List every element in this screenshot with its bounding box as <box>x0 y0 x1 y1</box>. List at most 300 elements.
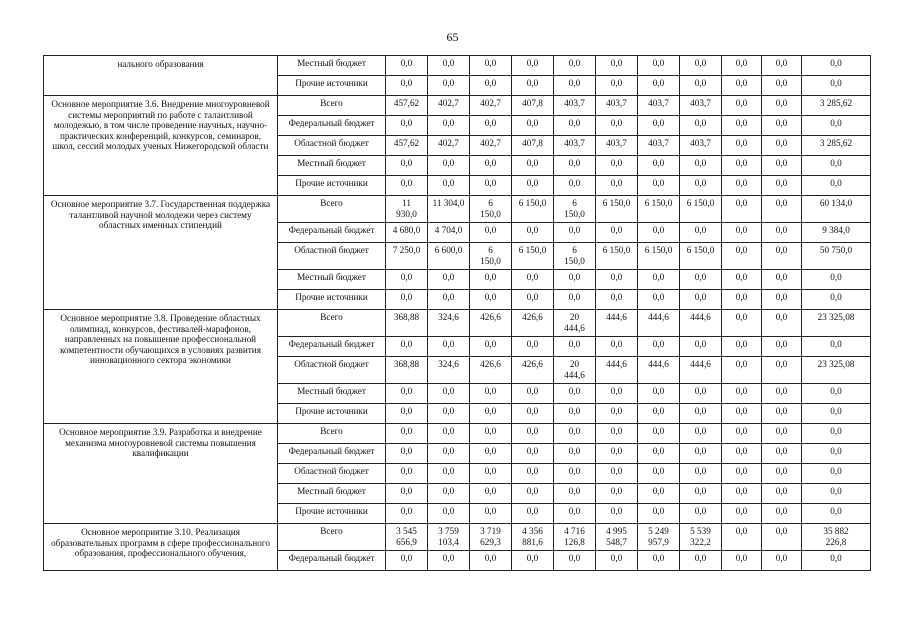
budget-table <box>43 55 871 571</box>
funding-source: Прочие источники <box>278 290 386 310</box>
amount-cell: 0,0 <box>762 310 802 337</box>
amount-cell: 0,0 <box>596 223 638 243</box>
amount-cell: 0,0 <box>722 76 762 96</box>
amount-cell: 0,0 <box>428 404 470 424</box>
amount-cell: 403,7 <box>554 96 596 116</box>
amount-cell: 0,0 <box>470 223 512 243</box>
amount-cell: 0,0 <box>512 424 554 444</box>
amount-cell: 0,0 <box>554 337 596 357</box>
amount-cell: 0,0 <box>680 444 722 464</box>
amount-cell: 0,0 <box>512 504 554 524</box>
amount-cell: 0,0 <box>802 116 871 136</box>
amount-cell: 5 249 957,9 <box>638 524 680 551</box>
amount-cell: 0,0 <box>470 484 512 504</box>
amount-cell: 0,0 <box>470 384 512 404</box>
amount-cell: 0,0 <box>762 524 802 551</box>
amount-cell: 407,8 <box>512 136 554 156</box>
funding-source: Местный бюджет <box>278 156 386 176</box>
amount-cell: 0,0 <box>428 484 470 504</box>
amount-cell: 0,0 <box>428 551 470 571</box>
amount-cell: 6 150,0 <box>638 196 680 223</box>
amount-cell: 0,0 <box>762 116 802 136</box>
amount-cell: 0,0 <box>722 270 762 290</box>
amount-cell: 0,0 <box>802 337 871 357</box>
amount-cell: 0,0 <box>722 196 762 223</box>
amount-cell: 0,0 <box>554 223 596 243</box>
amount-cell: 0,0 <box>470 444 512 464</box>
amount-cell: 0,0 <box>680 270 722 290</box>
amount-cell: 0,0 <box>554 404 596 424</box>
amount-cell: 444,6 <box>596 310 638 337</box>
amount-cell: 0,0 <box>470 424 512 444</box>
amount-cell: 457,62 <box>386 96 428 116</box>
amount-cell: 402,7 <box>470 96 512 116</box>
amount-cell: 0,0 <box>596 270 638 290</box>
amount-cell: 0,0 <box>512 384 554 404</box>
amount-cell: 0,0 <box>722 337 762 357</box>
funding-source: Федеральный бюджет <box>278 116 386 136</box>
amount-cell: 35 882 226,8 <box>802 524 871 551</box>
amount-cell: 402,7 <box>428 136 470 156</box>
amount-cell: 0,0 <box>680 424 722 444</box>
amount-cell: 0,0 <box>596 116 638 136</box>
amount-cell: 324,6 <box>428 357 470 384</box>
amount-cell: 426,6 <box>512 357 554 384</box>
amount-cell: 0,0 <box>386 176 428 196</box>
amount-cell: 0,0 <box>428 156 470 176</box>
amount-cell: 0,0 <box>596 444 638 464</box>
amount-cell: 0,0 <box>802 484 871 504</box>
table-row <box>44 196 871 223</box>
amount-cell: 0,0 <box>722 404 762 424</box>
amount-cell: 60 134,0 <box>802 196 871 223</box>
amount-cell: 0,0 <box>428 76 470 96</box>
amount-cell: 4 995 548,7 <box>596 524 638 551</box>
funding-source: Прочие источники <box>278 404 386 424</box>
amount-cell: 0,0 <box>512 156 554 176</box>
amount-cell: 0,0 <box>802 424 871 444</box>
amount-cell: 0,0 <box>638 156 680 176</box>
amount-cell: 0,0 <box>680 384 722 404</box>
funding-source: Областной бюджет <box>278 136 386 156</box>
amount-cell: 4 680,0 <box>386 223 428 243</box>
amount-cell: 0,0 <box>554 156 596 176</box>
amount-cell: 0,0 <box>554 290 596 310</box>
amount-cell: 0,0 <box>470 290 512 310</box>
amount-cell: 0,0 <box>386 116 428 136</box>
amount-cell: 0,0 <box>512 484 554 504</box>
amount-cell: 6 150,0 <box>512 196 554 223</box>
amount-cell: 0,0 <box>386 424 428 444</box>
amount-cell: 0,0 <box>762 404 802 424</box>
amount-cell: 0,0 <box>386 484 428 504</box>
amount-cell: 0,0 <box>386 290 428 310</box>
funding-source: Федеральный бюджет <box>278 337 386 357</box>
amount-cell: 0,0 <box>596 337 638 357</box>
amount-cell: 0,0 <box>762 56 802 76</box>
amount-cell: 0,0 <box>470 76 512 96</box>
amount-cell: 0,0 <box>762 551 802 571</box>
amount-cell: 0,0 <box>386 270 428 290</box>
amount-cell: 0,0 <box>722 504 762 524</box>
amount-cell: 0,0 <box>762 176 802 196</box>
amount-cell: 6 150,0 <box>470 196 512 223</box>
table-row <box>44 96 871 116</box>
amount-cell: 0,0 <box>638 404 680 424</box>
amount-cell: 0,0 <box>638 464 680 484</box>
amount-cell: 0,0 <box>596 290 638 310</box>
funding-source: Всего <box>278 424 386 444</box>
funding-source: Областной бюджет <box>278 243 386 270</box>
amount-cell: 444,6 <box>680 357 722 384</box>
amount-cell: 0,0 <box>802 176 871 196</box>
funding-source: Прочие источники <box>278 76 386 96</box>
amount-cell: 0,0 <box>512 290 554 310</box>
amount-cell: 0,0 <box>512 176 554 196</box>
amount-cell: 0,0 <box>722 116 762 136</box>
amount-cell: 0,0 <box>638 444 680 464</box>
amount-cell: 7 250,0 <box>386 243 428 270</box>
amount-cell: 0,0 <box>512 337 554 357</box>
amount-cell: 6 150,0 <box>554 196 596 223</box>
amount-cell: 0,0 <box>428 337 470 357</box>
amount-cell: 457,62 <box>386 136 428 156</box>
amount-cell: 0,0 <box>680 290 722 310</box>
amount-cell: 6 600,0 <box>428 243 470 270</box>
amount-cell: 0,0 <box>638 56 680 76</box>
amount-cell: 0,0 <box>722 176 762 196</box>
funding-source: Областной бюджет <box>278 464 386 484</box>
amount-cell: 3 719 629,3 <box>470 524 512 551</box>
amount-cell: 0,0 <box>512 56 554 76</box>
amount-cell: 0,0 <box>596 464 638 484</box>
amount-cell: 0,0 <box>512 464 554 484</box>
amount-cell: 0,0 <box>802 76 871 96</box>
amount-cell: 0,0 <box>802 290 871 310</box>
table-row <box>44 310 871 337</box>
amount-cell: 0,0 <box>762 196 802 223</box>
amount-cell: 0,0 <box>428 56 470 76</box>
amount-cell: 0,0 <box>554 270 596 290</box>
amount-cell: 0,0 <box>722 96 762 116</box>
funding-source: Всего <box>278 310 386 337</box>
amount-cell: 0,0 <box>470 176 512 196</box>
amount-cell: 0,0 <box>802 464 871 484</box>
funding-source: Всего <box>278 196 386 223</box>
amount-cell: 0,0 <box>470 551 512 571</box>
funding-source: Прочие источники <box>278 176 386 196</box>
amount-cell: 0,0 <box>596 156 638 176</box>
funding-source: Прочие источники <box>278 504 386 524</box>
amount-cell: 0,0 <box>470 156 512 176</box>
amount-cell: 0,0 <box>596 504 638 524</box>
amount-cell: 0,0 <box>470 464 512 484</box>
amount-cell: 20 444,6 <box>554 310 596 337</box>
amount-cell: 0,0 <box>722 290 762 310</box>
amount-cell: 0,0 <box>386 404 428 424</box>
amount-cell: 0,0 <box>680 337 722 357</box>
amount-cell: 0,0 <box>554 176 596 196</box>
amount-cell: 50 750,0 <box>802 243 871 270</box>
table-row <box>44 56 871 76</box>
amount-cell: 426,6 <box>512 310 554 337</box>
amount-cell: 0,0 <box>722 310 762 337</box>
funding-source: Местный бюджет <box>278 484 386 504</box>
amount-cell: 0,0 <box>512 444 554 464</box>
funding-source: Всего <box>278 524 386 551</box>
amount-cell: 0,0 <box>554 76 596 96</box>
amount-cell: 0,0 <box>386 464 428 484</box>
amount-cell: 0,0 <box>428 424 470 444</box>
amount-cell: 0,0 <box>762 243 802 270</box>
amount-cell: 444,6 <box>638 310 680 337</box>
amount-cell: 0,0 <box>470 116 512 136</box>
amount-cell: 23 325,08 <box>802 357 871 384</box>
amount-cell: 0,0 <box>722 243 762 270</box>
amount-cell: 0,0 <box>638 176 680 196</box>
amount-cell: 0,0 <box>722 444 762 464</box>
amount-cell: 9 384,0 <box>802 223 871 243</box>
amount-cell: 6 150,0 <box>596 243 638 270</box>
amount-cell: 0,0 <box>722 357 762 384</box>
amount-cell: 11 930,0 <box>386 196 428 223</box>
amount-cell: 0,0 <box>722 56 762 76</box>
amount-cell: 6 150,0 <box>680 243 722 270</box>
amount-cell: 0,0 <box>554 116 596 136</box>
amount-cell: 0,0 <box>638 551 680 571</box>
amount-cell: 0,0 <box>512 551 554 571</box>
amount-cell: 0,0 <box>596 384 638 404</box>
amount-cell: 6 150,0 <box>470 243 512 270</box>
amount-cell: 0,0 <box>386 337 428 357</box>
amount-cell: 0,0 <box>762 76 802 96</box>
amount-cell: 403,7 <box>638 136 680 156</box>
funding-source: Местный бюджет <box>278 270 386 290</box>
amount-cell: 23 325,08 <box>802 310 871 337</box>
funding-source: Местный бюджет <box>278 56 386 76</box>
amount-cell: 0,0 <box>554 424 596 444</box>
amount-cell: 0,0 <box>722 384 762 404</box>
amount-cell: 426,6 <box>470 310 512 337</box>
amount-cell: 0,0 <box>762 337 802 357</box>
amount-cell: 0,0 <box>512 404 554 424</box>
amount-cell: 0,0 <box>762 290 802 310</box>
amount-cell: 0,0 <box>554 484 596 504</box>
amount-cell: 0,0 <box>386 76 428 96</box>
amount-cell: 0,0 <box>762 270 802 290</box>
amount-cell: 0,0 <box>386 156 428 176</box>
amount-cell: 0,0 <box>802 384 871 404</box>
amount-cell: 6 150,0 <box>512 243 554 270</box>
amount-cell: 0,0 <box>554 504 596 524</box>
amount-cell: 0,0 <box>722 464 762 484</box>
amount-cell: 0,0 <box>428 504 470 524</box>
amount-cell: 426,6 <box>470 357 512 384</box>
amount-cell: 0,0 <box>554 56 596 76</box>
amount-cell: 0,0 <box>762 464 802 484</box>
amount-cell: 0,0 <box>638 290 680 310</box>
amount-cell: 0,0 <box>386 384 428 404</box>
amount-cell: 444,6 <box>638 357 680 384</box>
amount-cell: 0,0 <box>638 424 680 444</box>
amount-cell: 0,0 <box>512 76 554 96</box>
amount-cell: 403,7 <box>680 136 722 156</box>
amount-cell: 4 716 126,8 <box>554 524 596 551</box>
amount-cell: 0,0 <box>762 223 802 243</box>
funding-source: Федеральный бюджет <box>278 223 386 243</box>
amount-cell: 0,0 <box>470 337 512 357</box>
amount-cell: 0,0 <box>638 76 680 96</box>
amount-cell: 0,0 <box>428 176 470 196</box>
amount-cell: 0,0 <box>802 551 871 571</box>
amount-cell: 0,0 <box>638 484 680 504</box>
amount-cell: 6 150,0 <box>680 196 722 223</box>
amount-cell: 0,0 <box>762 424 802 444</box>
amount-cell: 11 304,0 <box>428 196 470 223</box>
amount-cell: 0,0 <box>554 384 596 404</box>
amount-cell: 0,0 <box>762 444 802 464</box>
budget-table-body <box>44 56 871 571</box>
amount-cell: 402,7 <box>470 136 512 156</box>
amount-cell: 403,7 <box>596 136 638 156</box>
amount-cell: 402,7 <box>428 96 470 116</box>
amount-cell: 0,0 <box>680 464 722 484</box>
activity-description: Основное мероприятие 3.8. Проведение областных олимпиад, конкурсов, фестивалей-марафонов, направленных на повышение профессиональной компетентности обучающихся в условиях развития инновационного сектора экономики <box>44 310 278 424</box>
amount-cell: 444,6 <box>680 310 722 337</box>
amount-cell: 0,0 <box>680 551 722 571</box>
amount-cell: 0,0 <box>722 524 762 551</box>
amount-cell: 0,0 <box>722 136 762 156</box>
amount-cell: 0,0 <box>762 96 802 116</box>
amount-cell: 0,0 <box>386 444 428 464</box>
amount-cell: 3 545 656,9 <box>386 524 428 551</box>
amount-cell: 0,0 <box>762 384 802 404</box>
amount-cell: 0,0 <box>512 116 554 136</box>
amount-cell: 0,0 <box>680 56 722 76</box>
amount-cell: 0,0 <box>470 56 512 76</box>
amount-cell: 0,0 <box>802 56 871 76</box>
amount-cell: 0,0 <box>386 551 428 571</box>
amount-cell: 0,0 <box>386 504 428 524</box>
amount-cell: 0,0 <box>554 551 596 571</box>
amount-cell: 0,0 <box>638 337 680 357</box>
amount-cell: 403,7 <box>680 96 722 116</box>
amount-cell: 3 285,62 <box>802 136 871 156</box>
amount-cell: 403,7 <box>596 96 638 116</box>
amount-cell: 0,0 <box>596 76 638 96</box>
amount-cell: 0,0 <box>762 136 802 156</box>
amount-cell: 368,88 <box>386 310 428 337</box>
activity-description: Основное мероприятие 3.6. Внедрение многоуровневой системы мероприятий по работе с талантливой молодежью, в том числе проведение научных, научно-практических конференций, конкурсов, семинаров, школ, сессий молодых ученых Нижегородской области <box>44 96 278 196</box>
amount-cell: 0,0 <box>680 404 722 424</box>
funding-source: Федеральный бюджет <box>278 444 386 464</box>
table-row <box>44 424 871 444</box>
amount-cell: 0,0 <box>638 116 680 136</box>
amount-cell: 0,0 <box>762 156 802 176</box>
funding-source: Всего <box>278 96 386 116</box>
amount-cell: 0,0 <box>762 484 802 504</box>
amount-cell: 407,8 <box>512 96 554 116</box>
activity-description: Основное мероприятие 3.7. Государственная поддержка талантливой научной молодежи через систему областных именных стипендий <box>44 196 278 310</box>
amount-cell: 0,0 <box>512 270 554 290</box>
amount-cell: 0,0 <box>428 290 470 310</box>
amount-cell: 0,0 <box>554 464 596 484</box>
amount-cell: 0,0 <box>428 464 470 484</box>
amount-cell: 0,0 <box>596 484 638 504</box>
amount-cell: 0,0 <box>802 404 871 424</box>
amount-cell: 4 704,0 <box>428 223 470 243</box>
amount-cell: 0,0 <box>680 176 722 196</box>
amount-cell: 0,0 <box>722 551 762 571</box>
amount-cell: 3 285,62 <box>802 96 871 116</box>
activity-description: Основное мероприятие 3.9. Разработка и внедрение механизма многоуровневой системы повышения квалификации <box>44 424 278 524</box>
amount-cell: 0,0 <box>470 270 512 290</box>
amount-cell: 0,0 <box>638 504 680 524</box>
amount-cell: 0,0 <box>470 504 512 524</box>
amount-cell: 0,0 <box>470 404 512 424</box>
amount-cell: 3 759 103,4 <box>428 524 470 551</box>
amount-cell: 0,0 <box>680 116 722 136</box>
amount-cell: 0,0 <box>802 270 871 290</box>
amount-cell: 444,6 <box>596 357 638 384</box>
amount-cell: 0,0 <box>802 444 871 464</box>
activity-description: Основное мероприятие 3.10. Реализация образовательных программ в сфере профессионального образования, профессионального обучения, <box>44 524 278 571</box>
amount-cell: 0,0 <box>722 484 762 504</box>
funding-source: Федеральный бюджет <box>278 551 386 571</box>
amount-cell: 0,0 <box>596 56 638 76</box>
amount-cell: 4 356 881,6 <box>512 524 554 551</box>
funding-source: Областной бюджет <box>278 357 386 384</box>
amount-cell: 0,0 <box>802 504 871 524</box>
amount-cell: 0,0 <box>596 404 638 424</box>
amount-cell: 0,0 <box>386 56 428 76</box>
amount-cell: 0,0 <box>762 504 802 524</box>
amount-cell: 0,0 <box>762 357 802 384</box>
amount-cell: 0,0 <box>680 223 722 243</box>
amount-cell: 0,0 <box>680 504 722 524</box>
page-number: 65 <box>446 30 459 44</box>
amount-cell: 0,0 <box>722 156 762 176</box>
activity-description: нального образования <box>44 56 278 96</box>
amount-cell: 368,88 <box>386 357 428 384</box>
amount-cell: 0,0 <box>722 424 762 444</box>
amount-cell: 0,0 <box>680 76 722 96</box>
amount-cell: 0,0 <box>596 551 638 571</box>
amount-cell: 0,0 <box>428 444 470 464</box>
amount-cell: 0,0 <box>680 156 722 176</box>
amount-cell: 0,0 <box>596 176 638 196</box>
amount-cell: 0,0 <box>596 424 638 444</box>
table-row <box>44 524 871 551</box>
amount-cell: 0,0 <box>680 484 722 504</box>
funding-source: Местный бюджет <box>278 384 386 404</box>
amount-cell: 0,0 <box>638 384 680 404</box>
amount-cell: 324,6 <box>428 310 470 337</box>
amount-cell: 6 150,0 <box>554 243 596 270</box>
amount-cell: 0,0 <box>428 270 470 290</box>
amount-cell: 0,0 <box>802 156 871 176</box>
amount-cell: 0,0 <box>554 444 596 464</box>
amount-cell: 0,0 <box>638 223 680 243</box>
amount-cell: 0,0 <box>428 384 470 404</box>
amount-cell: 5 539 322,2 <box>680 524 722 551</box>
amount-cell: 6 150,0 <box>638 243 680 270</box>
amount-cell: 403,7 <box>638 96 680 116</box>
amount-cell: 20 444,6 <box>554 357 596 384</box>
amount-cell: 403,7 <box>554 136 596 156</box>
amount-cell: 0,0 <box>428 116 470 136</box>
amount-cell: 6 150,0 <box>596 196 638 223</box>
